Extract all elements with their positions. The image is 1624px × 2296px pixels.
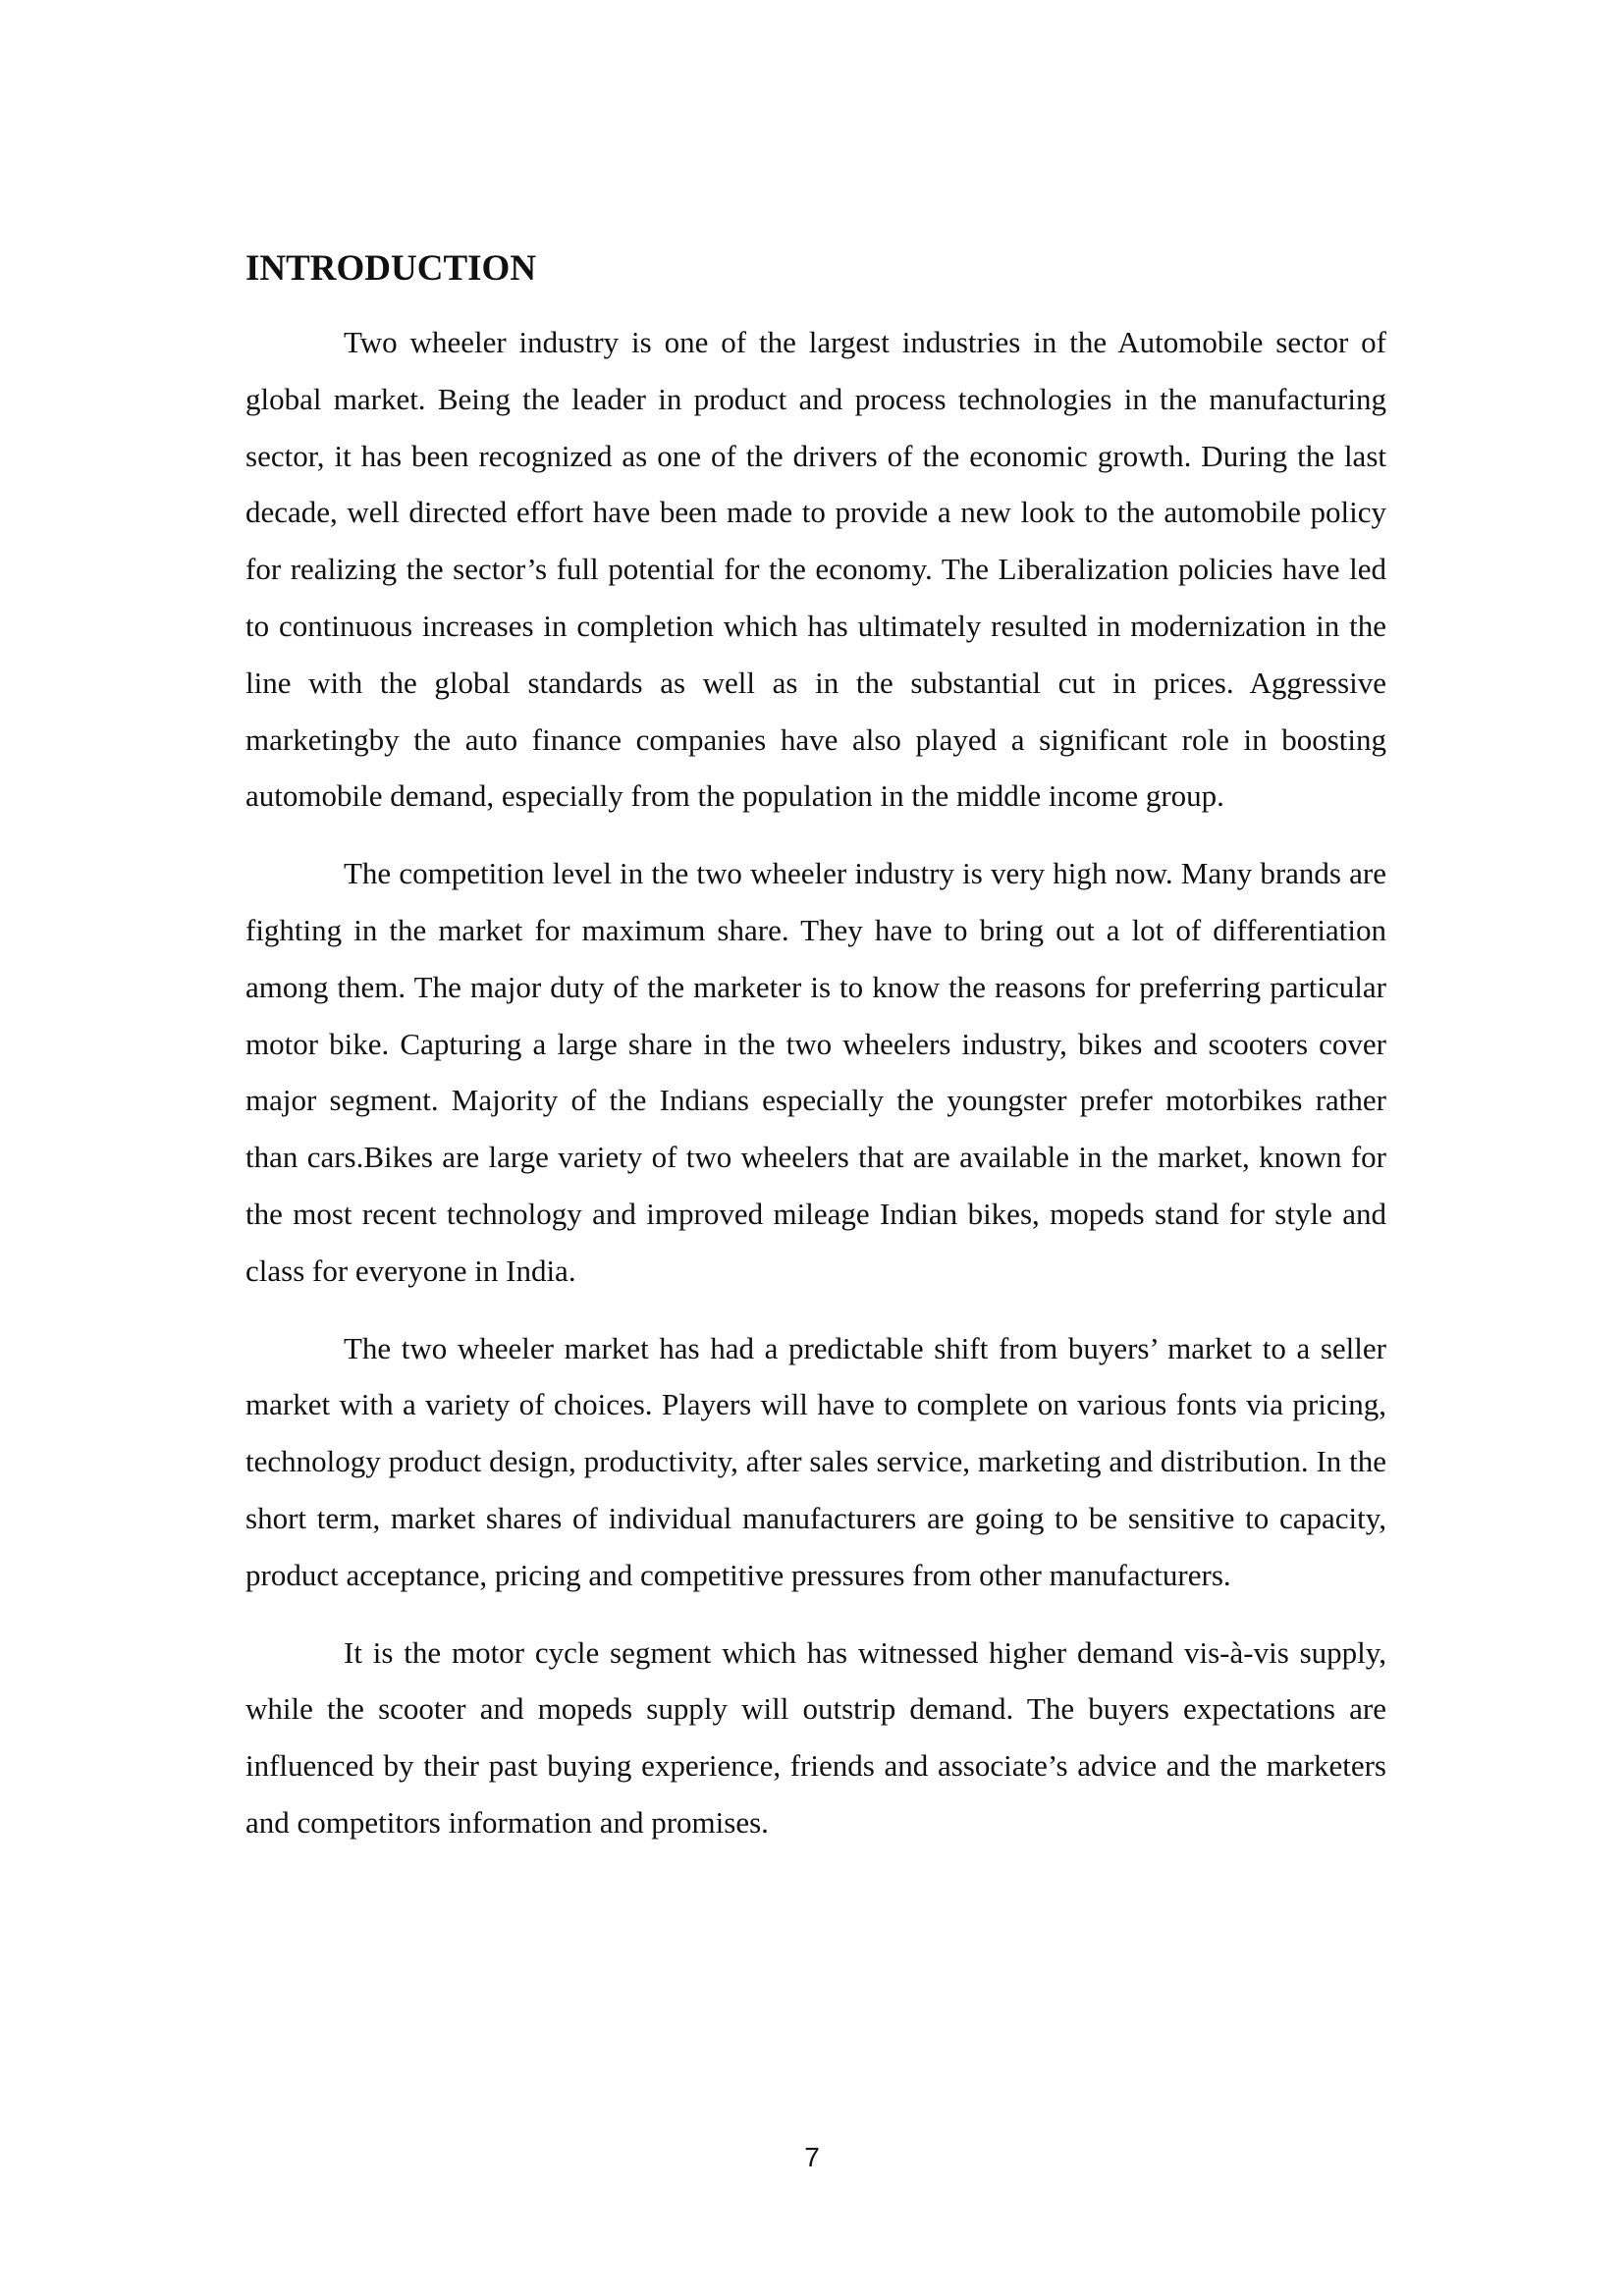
page-number: 7 — [804, 2142, 820, 2172]
page-content — [245, 243, 1386, 1872]
paragraph-4: It is the motor cycle segment which has witnessed higher demand vis-à-vis supply, while the scooter and mopeds supply will outstrip demand. The buyers expectations are influenced by their past buying experience, friends and associate’s advice and the marketers and competitors information and promises. — [245, 1634, 1386, 1840]
paragraph-1: Two wheeler industry is one of the largest industries in the Automobile sector of global market. Being the leader in product and process technologies in the manufacturing sector, it has been recognized as one of the drivers of the economic growth. During the last decade, well directed effort have been made to provide a new look to the automobile policy for realizing the sector’s full potential for the economy. The Liberalization policies have led to continuous increases in completion which has ultimately resulted in modernization in the line with the global standards as well as in the substantial cut in prices. Aggressive marketingby the auto finance companies have also played a significant role in boosting automobile demand, especially from the population in the middle income group. — [245, 325, 1386, 814]
section-heading: INTRODUCTION — [245, 248, 537, 289]
paragraph-3: The two wheeler market has had a predictable shift from buyers’ market to a seller market with a variety of choices. Players will have to complete on various fonts via pricing, technology product design, productivity, after sales service, marketing and distribution. In the short term, market shares of individual manufacturers are going to be sensitive to capacity, product acceptance, pricing and competitive pressures from other manufacturers. — [245, 1330, 1386, 1592]
paragraph-2: The competition level in the two wheeler industry is very high now. Many brands are fighting in the market for maximum share. They have to bring out a lot of differentiation among them. The major duty of the marketer is to know the reasons for preferring particular motor bike. Capturing a large share in the two wheelers industry, bikes and scooters cover major segment. Majority of the Indians especially the youngster prefer motorbikes rather than cars.Bikes are large variety of two wheelers that are available in the market, known for the most recent technology and improved mileage Indian bikes, mopeds stand for style and class for everyone in India. — [245, 856, 1386, 1288]
